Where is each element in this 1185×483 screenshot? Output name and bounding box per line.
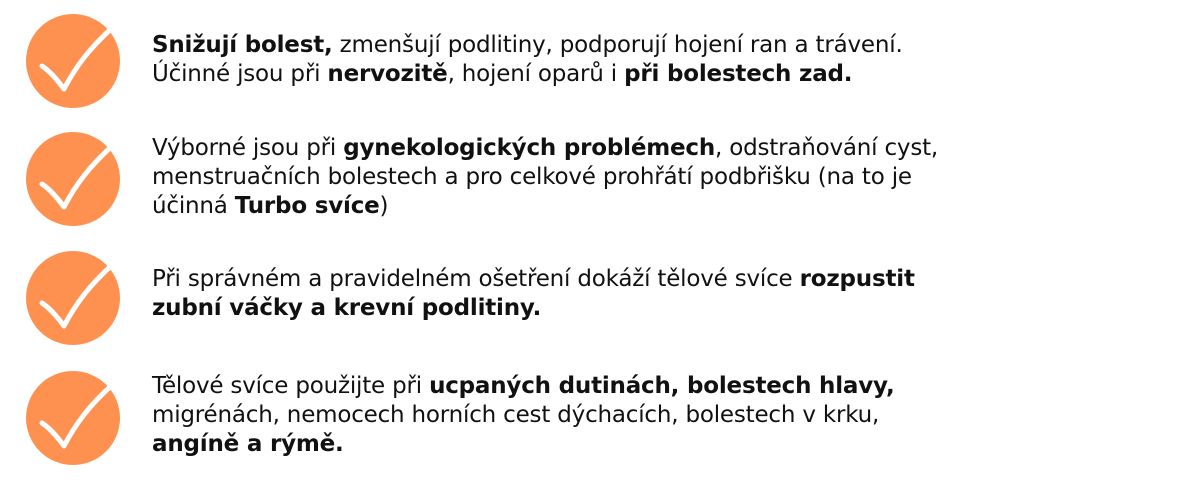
- text-run: menstruačních bolestech a pro celkové prohřátí podbřišku (na to je: [152, 164, 912, 190]
- checkmark-stroke: [42, 28, 112, 89]
- bold-text: nervozitě: [327, 61, 448, 87]
- bold-text: rozpustit: [799, 266, 915, 292]
- text-run: , odstraňování cyst,: [715, 135, 939, 161]
- checkmark-circle-icon: [26, 132, 120, 226]
- text-run: zmenšují podlitiny, podporují hojení ran a trávení.: [332, 32, 903, 58]
- text-line: [152, 192, 1172, 221]
- text-line: [152, 265, 1172, 294]
- text-line: [152, 134, 1172, 163]
- text-run: účinná: [152, 193, 235, 219]
- text-run: migrénách, nemocech horních cest dýchacích, bolestech v krku,: [152, 402, 880, 428]
- checkmark-stroke: [42, 146, 112, 207]
- text-run: ): [379, 193, 389, 219]
- bold-text: angíně a rýmě.: [152, 431, 344, 457]
- text-line: [152, 294, 1172, 323]
- text-run: Účinné jsou při: [152, 61, 328, 87]
- bold-text: při bolestech zad.: [624, 61, 853, 87]
- benefit-text-4: [152, 372, 1172, 459]
- checkmark-stroke: [42, 385, 112, 446]
- text-line: [152, 372, 1172, 401]
- bold-text: Turbo svíce: [234, 193, 380, 219]
- text-run: Tělové svíce použijte při: [152, 373, 430, 399]
- text-line: [152, 163, 1172, 192]
- bold-text: ucpaných dutinách, bolestech hlavy,: [429, 373, 895, 399]
- checkmark-stroke: [42, 265, 112, 326]
- bold-text: gynekologických problémech: [343, 135, 715, 161]
- text-run: Výborné jsou při: [152, 135, 344, 161]
- bold-text: zubní váčky a krevní podlitiny.: [152, 295, 542, 321]
- text-run: Při správném a pravidelném ošetření dokáží tělové svíce: [152, 266, 800, 292]
- text-line: [152, 401, 1172, 430]
- checkmark-circle-icon: [26, 14, 120, 108]
- bold-text: Snižují bolest,: [152, 32, 333, 58]
- benefit-text-3: [152, 265, 1172, 323]
- text-line: [152, 31, 1172, 60]
- text-line: [152, 430, 1172, 459]
- text-run: , hojení oparů i: [447, 61, 625, 87]
- benefit-text-1: [152, 31, 1172, 89]
- text-line: [152, 60, 1172, 89]
- checkmark-circle-icon: [26, 251, 120, 345]
- benefit-text-2: [152, 134, 1172, 221]
- checkmark-circle-icon: [26, 371, 120, 465]
